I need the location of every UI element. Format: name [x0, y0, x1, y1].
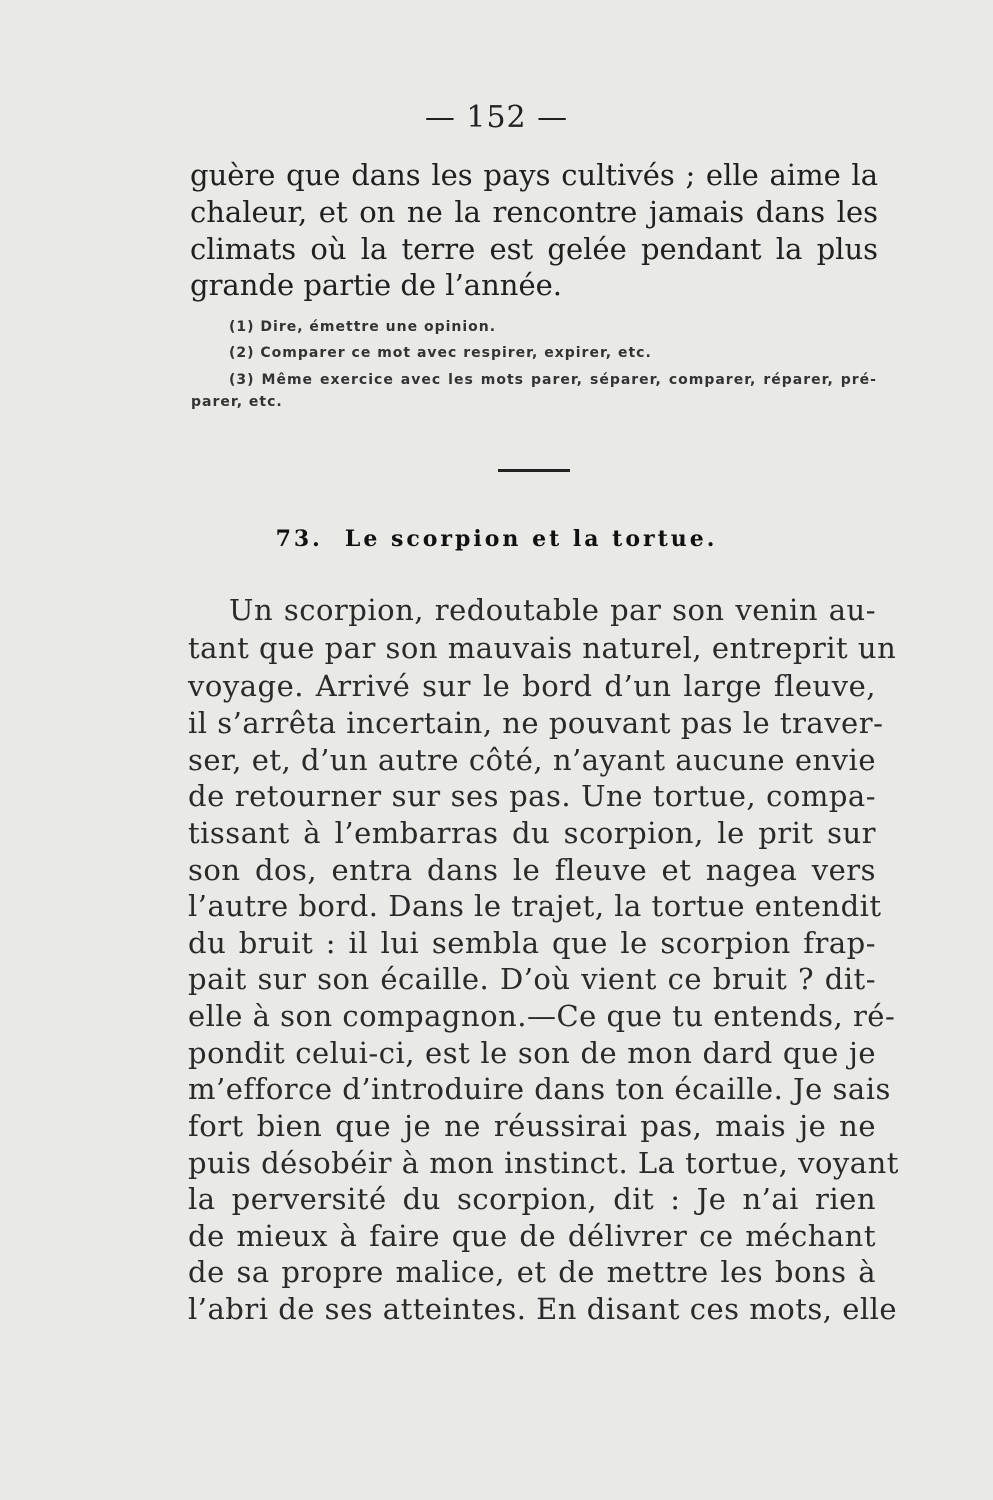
body-line: voyage. Arrivé sur le bord d’un large fleuve,: [188, 669, 876, 703]
body-line: de retourner sur ses pas. Une tortue, compa-: [188, 779, 876, 813]
footnote: (1) Dire, émettre une opinion.: [229, 319, 497, 335]
body-line: ser, et, d’un autre côté, n’ayant aucune envie: [188, 743, 876, 777]
text-line: grande partie de l’année.: [190, 268, 562, 302]
body-line: la perversité du scorpion, dit : Je n’ai rien: [188, 1182, 876, 1216]
text-line: climats où la terre est gelée pendant la plus: [190, 232, 878, 266]
page-number: — 152 —: [424, 100, 569, 135]
body-line: tissant à l’embarras du scorpion, le prit sur: [188, 816, 876, 850]
body-line: m’efforce d’introduire dans ton écaille. Je sais: [188, 1072, 891, 1106]
body-line: de mieux à faire que de délivrer ce méchant: [188, 1219, 876, 1253]
section-number: 73.: [275, 526, 323, 552]
body-line: fort bien que je ne réussirai pas, mais je ne: [188, 1109, 876, 1143]
body-line: elle à son compagnon.—Ce que tu entends, ré-: [188, 999, 896, 1033]
body-line: puis désobéir à mon instinct. La tortue, voyant: [188, 1146, 899, 1180]
body-line: l’autre bord. Dans le trajet, la tortue entendit: [188, 889, 882, 923]
footnote: (3) Même exercice avec les mots parer, séparer, comparer, réparer, pré-: [229, 372, 877, 388]
body-line: Un scorpion, redoutable par son venin au-: [229, 593, 876, 627]
section-title: Le scorpion et la tortue.: [344, 526, 718, 552]
body-line: son dos, entra dans le fleuve et nagea vers: [188, 853, 876, 887]
body-line: pondit celui-ci, est le son de mon dard que je: [188, 1036, 876, 1070]
body-line: de sa propre malice, et de mettre les bons à: [188, 1255, 876, 1289]
section-separator: [498, 469, 570, 472]
section-heading: [0, 526, 993, 552]
body-line: tant que par son mauvais naturel, entreprit un: [188, 631, 897, 665]
footnote-continuation: parer, etc.: [191, 394, 283, 410]
footnote: (2) Comparer ce mot avec respirer, expirer, etc.: [229, 345, 652, 361]
text-line: chaleur, et on ne la rencontre jamais dans les: [190, 195, 878, 229]
body-line: il s’arrêta incertain, ne pouvant pas le traver-: [188, 706, 884, 740]
body-line: pait sur son écaille. D’où vient ce bruit ? dit-: [188, 962, 876, 996]
body-line: l’abri de ses atteintes. En disant ces mots, elle: [188, 1292, 898, 1326]
body-line: du bruit : il lui sembla que le scorpion frap-: [188, 926, 876, 960]
text-line: guère que dans les pays cultivés ; elle aime la: [190, 158, 878, 192]
